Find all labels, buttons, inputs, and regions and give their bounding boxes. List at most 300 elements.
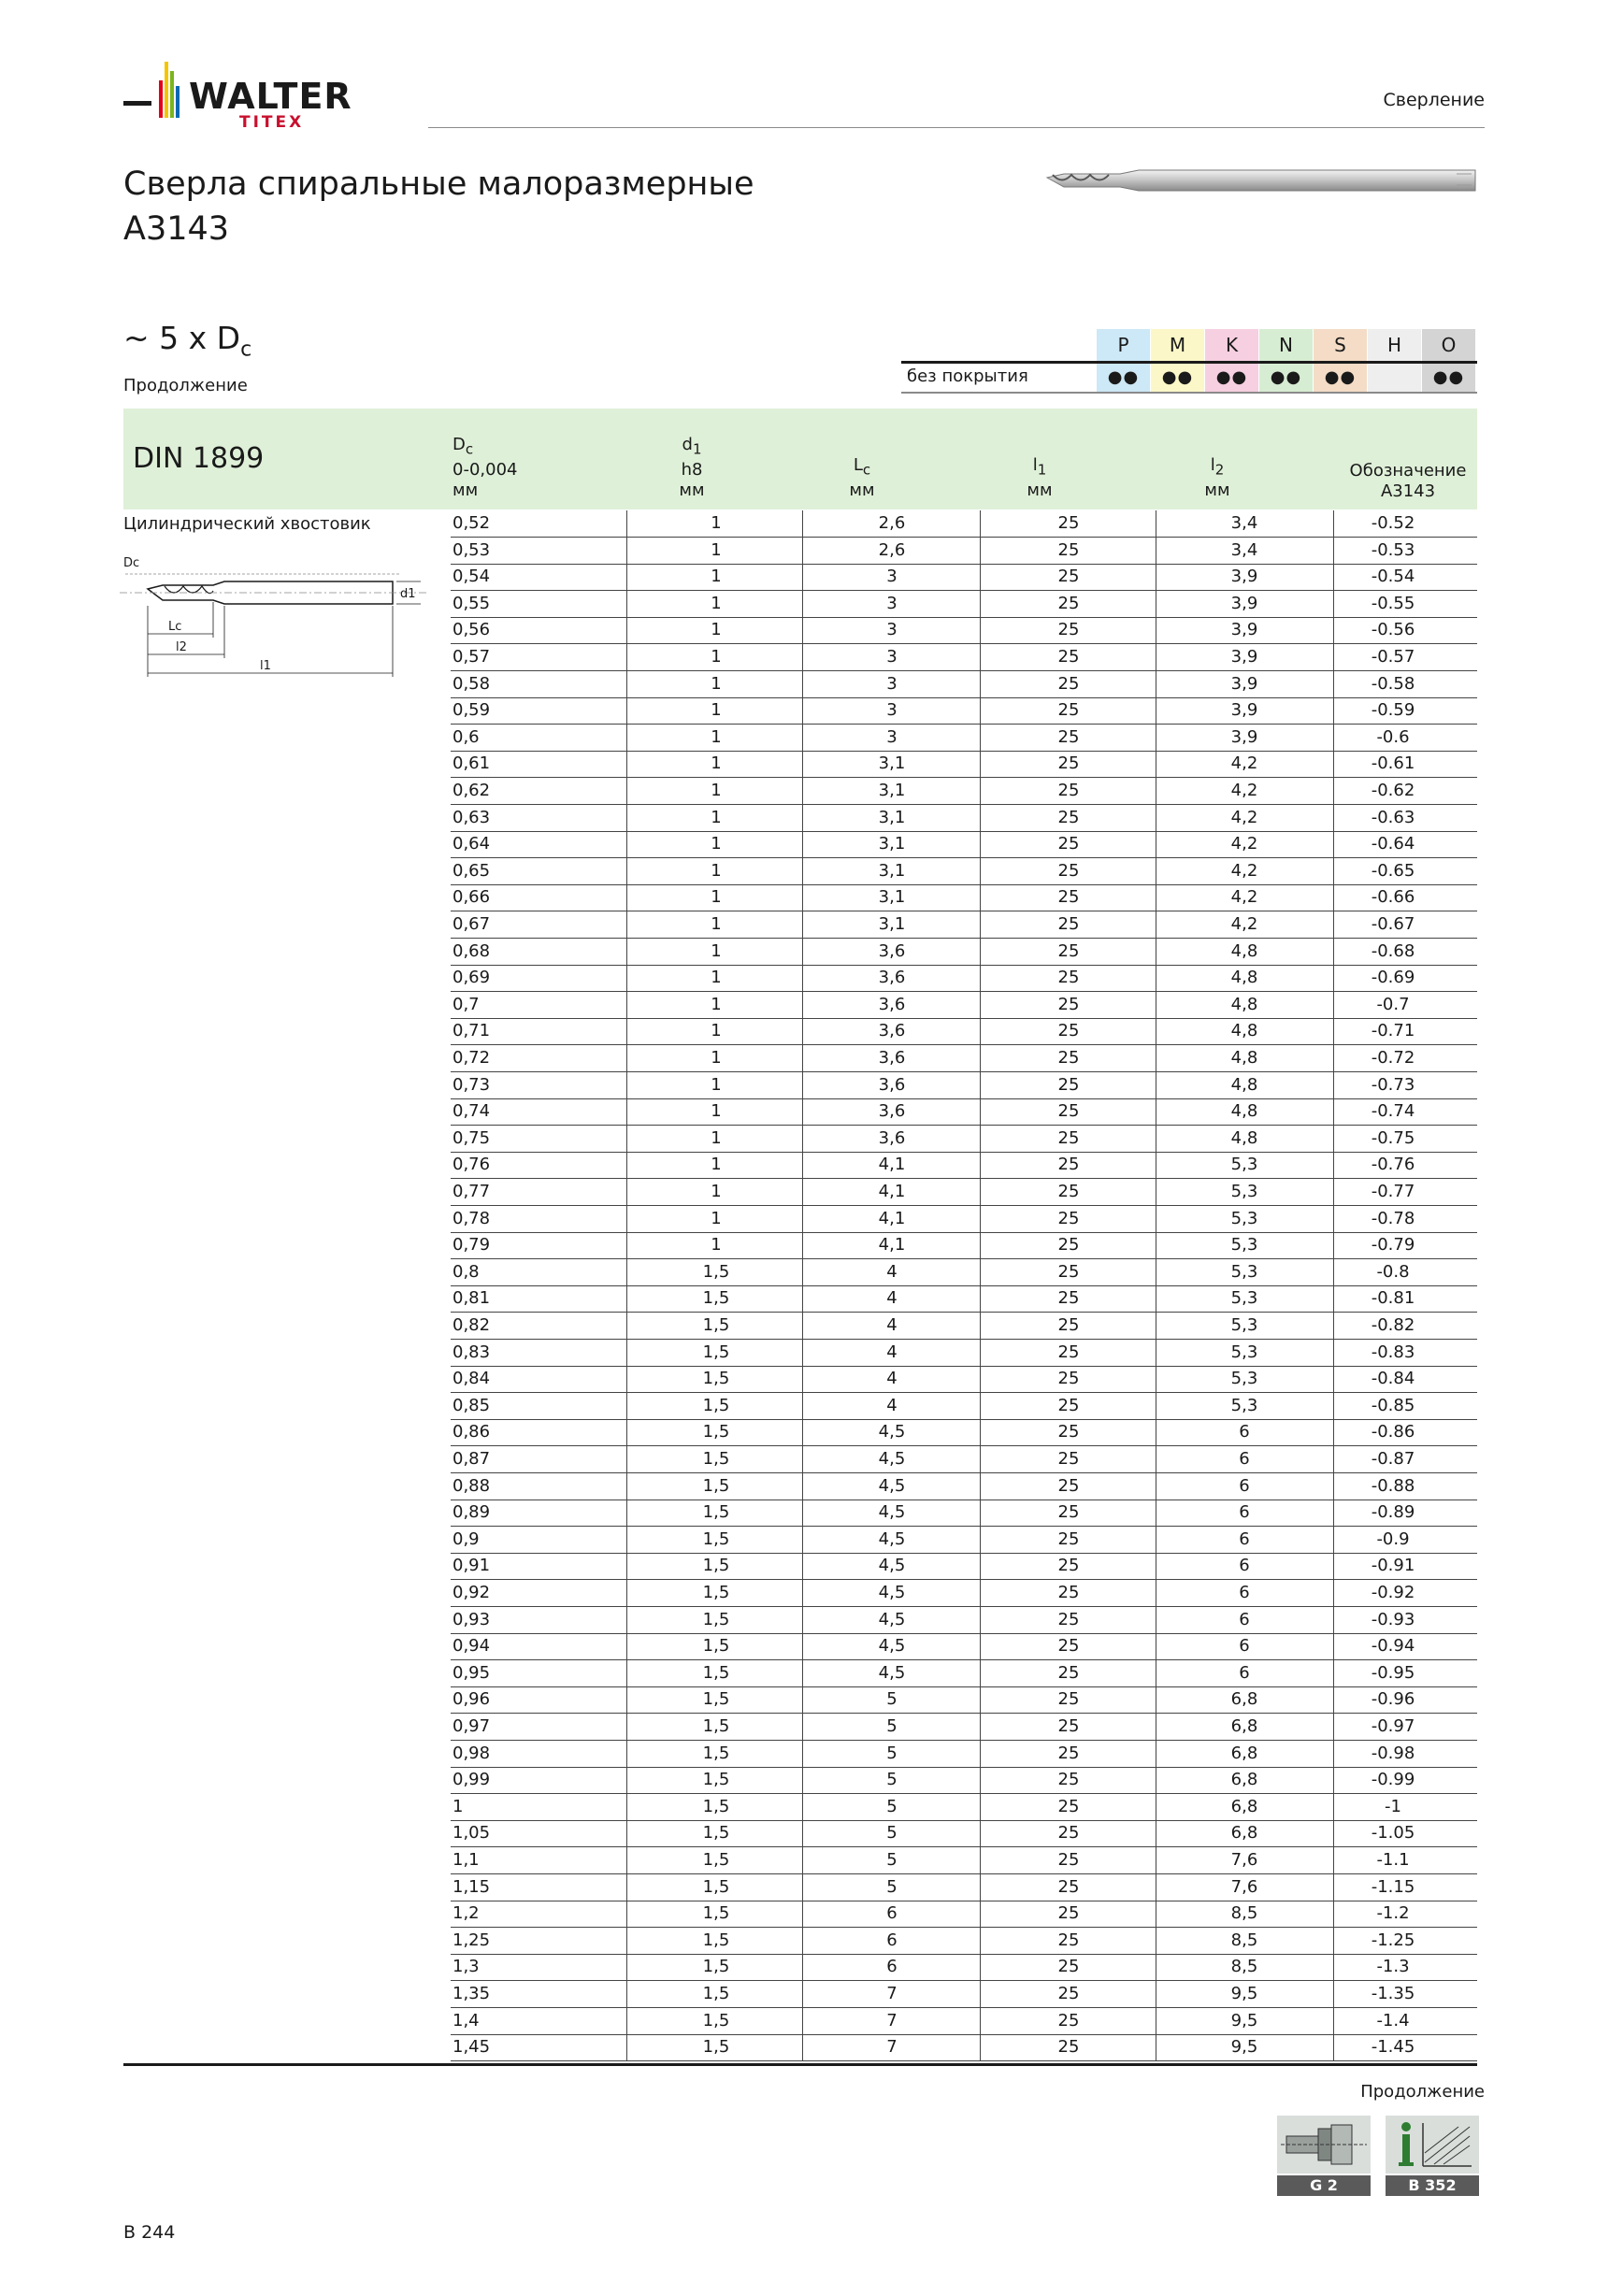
cell-lc: 5 — [886, 1796, 898, 1816]
cell-dc: 0,76 — [452, 1155, 491, 1175]
table-row — [451, 1981, 1477, 2008]
header-l1: $l_1$ мм — [1027, 455, 1053, 500]
cell-dc: 0,7 — [452, 994, 480, 1014]
cell-l1: 25 — [1057, 1288, 1080, 1309]
cell-designation: -0.55 — [1371, 593, 1415, 613]
cell-designation: -0.66 — [1371, 887, 1415, 908]
cell-lc: 5 — [886, 1823, 898, 1844]
table-row — [451, 1580, 1477, 1607]
material-group-s: S — [1314, 329, 1367, 361]
table-row — [451, 591, 1477, 618]
cell-l2: 3,9 — [1230, 647, 1258, 667]
material-group-k: K — [1205, 329, 1258, 361]
cell-designation: -0.73 — [1371, 1074, 1415, 1095]
cell-lc: 3,6 — [878, 1048, 906, 1068]
cell-l2: 4,8 — [1230, 1021, 1258, 1041]
cell-l1: 25 — [1057, 1930, 1080, 1950]
cell-designation: -1 — [1385, 1796, 1401, 1816]
cell-l2: 5,3 — [1230, 1155, 1258, 1175]
cell-designation: -0.93 — [1371, 1609, 1415, 1629]
cell-designation: -1.4 — [1376, 2010, 1410, 2031]
cell-dc: 1,45 — [452, 2037, 491, 2058]
cell-dc: 1,4 — [452, 2010, 480, 2031]
cell-lc: 5 — [886, 1689, 898, 1710]
table-row — [451, 1259, 1477, 1286]
cell-l1: 25 — [1057, 1422, 1080, 1442]
cell-dc: 0,87 — [452, 1449, 491, 1469]
cell-designation: -0.86 — [1371, 1422, 1415, 1442]
cell-d1: 1,5 — [702, 1850, 730, 1870]
cell-l2: 4,2 — [1230, 807, 1258, 827]
cell-lc: 3,6 — [878, 968, 906, 988]
cell-d1: 1 — [711, 647, 722, 667]
table-row — [451, 1206, 1477, 1233]
cell-designation: -0.91 — [1371, 1556, 1415, 1576]
material-suitability-n: ●● — [1259, 364, 1313, 392]
cell-designation: -0.57 — [1371, 647, 1415, 667]
cell-lc: 7 — [886, 2037, 898, 2058]
cell-l2: 6 — [1239, 1636, 1250, 1657]
cell-l2: 4,8 — [1230, 1101, 1258, 1122]
continuation-label-bottom: Продолжение — [1360, 2082, 1485, 2102]
tool-holder-icon — [1277, 2116, 1371, 2174]
cell-l1: 25 — [1057, 1127, 1080, 1148]
diagram-label-lc: Lc — [168, 620, 182, 634]
cell-dc: 0,72 — [452, 1048, 491, 1068]
cell-l1: 25 — [1057, 1609, 1080, 1629]
header-l2: $l_2$ мм — [1204, 455, 1230, 500]
cell-l2: 3,9 — [1230, 567, 1258, 587]
table-row — [451, 1954, 1477, 1981]
cell-designation: -0.6 — [1376, 726, 1410, 747]
cell-designation: -0.8 — [1376, 1261, 1410, 1282]
norm-label: DIN 1899 — [133, 442, 265, 475]
material-suitability-o: ●● — [1422, 364, 1475, 392]
cell-lc: 7 — [886, 1984, 898, 2003]
cell-lc: 4,1 — [878, 1208, 906, 1228]
table-row — [451, 1714, 1477, 1741]
cell-lc: 4,1 — [878, 1235, 906, 1256]
cell-l2: 3,9 — [1230, 673, 1258, 694]
header-divider — [428, 127, 1485, 128]
cell-designation: -1.45 — [1371, 2037, 1415, 2058]
cell-designation: -1.25 — [1371, 1930, 1415, 1950]
cell-lc: 4,5 — [878, 1502, 906, 1523]
cell-d1: 1 — [711, 914, 722, 934]
cell-lc: 3 — [886, 700, 898, 721]
cell-lc: 2,6 — [878, 513, 906, 533]
cell-l1: 25 — [1057, 1208, 1080, 1228]
cell-d1: 1 — [711, 1208, 722, 1228]
cell-d1: 1 — [711, 1021, 722, 1041]
cell-lc: 4 — [886, 1315, 898, 1335]
cell-lc: 3,1 — [878, 887, 906, 908]
cell-dc: 0,8 — [452, 1261, 480, 1282]
cell-dc: 0,53 — [452, 539, 491, 560]
cell-l1: 25 — [1057, 700, 1080, 721]
cell-dc: 0,61 — [452, 753, 491, 774]
cell-dc: 0,69 — [452, 968, 491, 988]
cell-l2: 6 — [1239, 1422, 1250, 1442]
cell-l1: 25 — [1057, 1528, 1080, 1549]
cell-d1: 1,5 — [702, 1662, 730, 1683]
cell-dc: 1,25 — [452, 1930, 491, 1950]
cell-d1: 1,5 — [702, 2037, 730, 2058]
cell-dc: 0,65 — [452, 860, 491, 881]
cell-l1: 25 — [1057, 860, 1080, 881]
cell-d1: 1,5 — [702, 1449, 730, 1469]
table-row — [451, 992, 1477, 1019]
cell-l1: 25 — [1057, 1182, 1080, 1201]
cell-dc: 1,2 — [452, 1903, 480, 1924]
cell-d1: 1 — [711, 968, 722, 988]
cell-l2: 4,8 — [1230, 968, 1258, 988]
table-row — [451, 1473, 1477, 1500]
cell-designation: -0.82 — [1371, 1315, 1415, 1335]
table-row — [451, 1741, 1477, 1768]
cell-d1: 1,5 — [702, 1342, 730, 1362]
cell-designation: -0.63 — [1371, 807, 1415, 827]
cell-d1: 1 — [711, 753, 722, 774]
cell-l2: 3,9 — [1230, 593, 1258, 613]
table-row — [451, 1660, 1477, 1687]
cell-l1: 25 — [1057, 1636, 1080, 1657]
table-row — [451, 751, 1477, 778]
table-header — [123, 409, 1477, 509]
cell-designation: -0.85 — [1371, 1395, 1415, 1415]
cell-lc: 3,6 — [878, 1021, 906, 1041]
cell-l2: 6 — [1239, 1528, 1250, 1549]
cell-dc: 0,78 — [452, 1208, 491, 1228]
cell-l1: 25 — [1057, 1716, 1080, 1736]
cell-l2: 6,8 — [1230, 1823, 1258, 1844]
cell-d1: 1 — [711, 940, 722, 961]
cell-dc: 0,84 — [452, 1369, 491, 1389]
cell-l2: 6,8 — [1230, 1770, 1258, 1790]
cell-dc: 0,98 — [452, 1743, 491, 1763]
cell-l2: 5,3 — [1230, 1208, 1258, 1228]
cell-l2: 7,6 — [1230, 1876, 1258, 1897]
cell-dc: 0,66 — [452, 887, 491, 908]
cell-designation: -0.71 — [1371, 1021, 1415, 1041]
table-row — [451, 617, 1477, 644]
cell-lc: 4,5 — [878, 1449, 906, 1469]
cell-l2: 4,8 — [1230, 1074, 1258, 1095]
cell-lc: 6 — [886, 1957, 898, 1977]
diagram-label-l1: l1 — [260, 659, 271, 673]
cell-lc: 6 — [886, 1903, 898, 1924]
header-designation: Обозначение A3143 — [1349, 461, 1467, 501]
table-row — [451, 1340, 1477, 1367]
cell-designation: -0.78 — [1371, 1208, 1415, 1228]
cell-lc: 3 — [886, 726, 898, 747]
cell-l2: 6,8 — [1230, 1716, 1258, 1736]
cell-l2: 8,5 — [1230, 1957, 1258, 1977]
cell-dc: 0,64 — [452, 834, 491, 854]
cell-dc: 1,1 — [452, 1850, 480, 1870]
cell-l2: 4,2 — [1230, 834, 1258, 854]
diagram-label-d1: d1 — [400, 587, 416, 601]
cell-lc: 5 — [886, 1850, 898, 1870]
table-row — [451, 1928, 1477, 1955]
reference-g2[interactable] — [1277, 2116, 1371, 2196]
table-row — [451, 1045, 1477, 1072]
cell-d1: 1 — [711, 994, 722, 1014]
cell-designation: -0.79 — [1371, 1235, 1415, 1256]
cell-d1: 1,5 — [702, 1261, 730, 1282]
cell-dc: 0,88 — [452, 1475, 491, 1496]
material-suitability-m: ●● — [1151, 364, 1204, 392]
cell-l1: 25 — [1057, 1957, 1080, 1977]
cell-d1: 1,5 — [702, 1475, 730, 1496]
cell-dc: 0,74 — [452, 1101, 491, 1122]
cell-designation: -0.99 — [1371, 1770, 1415, 1790]
cell-d1: 1 — [711, 620, 722, 640]
cell-l1: 25 — [1057, 834, 1080, 854]
cell-l2: 4,8 — [1230, 940, 1258, 961]
cell-l2: 5,3 — [1230, 1342, 1258, 1362]
cell-l1: 25 — [1057, 1449, 1080, 1469]
cell-lc: 4,5 — [878, 1475, 906, 1496]
cell-lc: 4 — [886, 1395, 898, 1415]
info-chart-icon — [1386, 2116, 1479, 2174]
table-row — [451, 1553, 1477, 1580]
cell-lc: 4,5 — [878, 1556, 906, 1576]
cell-lc: 3,1 — [878, 807, 906, 827]
cell-l1: 25 — [1057, 1475, 1080, 1496]
cell-l2: 5,3 — [1230, 1261, 1258, 1282]
logo-sub-brand: TITEX — [239, 113, 305, 132]
table-row — [451, 884, 1477, 911]
cell-d1: 1,5 — [702, 1556, 730, 1576]
cell-designation: -0.92 — [1371, 1583, 1415, 1602]
cell-dc: 0,68 — [452, 940, 491, 961]
cell-lc: 4,5 — [878, 1662, 906, 1683]
material-group-m: M — [1151, 329, 1204, 361]
cell-dc: 0,52 — [452, 513, 491, 533]
cell-designation: -0.98 — [1371, 1743, 1415, 1763]
table-row — [451, 1152, 1477, 1179]
cell-d1: 1 — [711, 1074, 722, 1095]
cell-d1: 1 — [711, 1182, 722, 1201]
cell-lc: 3,6 — [878, 1101, 906, 1122]
table-row — [451, 1072, 1477, 1099]
cell-lc: 3 — [886, 593, 898, 613]
cell-l1: 25 — [1057, 1315, 1080, 1335]
cell-l2: 4,8 — [1230, 1127, 1258, 1148]
table-row — [451, 939, 1477, 966]
cell-d1: 1 — [711, 539, 722, 560]
cell-l1: 25 — [1057, 1850, 1080, 1870]
cell-dc: 0,93 — [452, 1609, 491, 1629]
material-suitability-k: ●● — [1205, 364, 1258, 392]
cell-l2: 6,8 — [1230, 1743, 1258, 1763]
cell-dc: 1 — [452, 1796, 464, 1816]
diagram-label-dc: Dc — [123, 556, 140, 570]
cell-l1: 25 — [1057, 1903, 1080, 1924]
cell-designation: -0.67 — [1371, 914, 1415, 934]
cell-l1: 25 — [1057, 968, 1080, 988]
cell-dc: 0,82 — [452, 1315, 491, 1335]
cell-dc: 0,54 — [452, 567, 491, 587]
column-divider — [1333, 510, 1334, 2061]
cell-lc: 3 — [886, 673, 898, 694]
cell-l1: 25 — [1057, 1823, 1080, 1844]
cell-l2: 6,8 — [1230, 1689, 1258, 1710]
cell-l2: 3,4 — [1230, 539, 1258, 560]
cell-designation: -0.62 — [1371, 781, 1415, 800]
cell-designation: -0.88 — [1371, 1475, 1415, 1496]
cell-l1: 25 — [1057, 1583, 1080, 1602]
cell-d1: 1,5 — [702, 1930, 730, 1950]
cell-l2: 6 — [1239, 1662, 1250, 1683]
cell-lc: 3,6 — [878, 1127, 906, 1148]
cell-l2: 4,2 — [1230, 887, 1258, 908]
cell-l2: 4,8 — [1230, 1048, 1258, 1068]
cell-l2: 6 — [1239, 1475, 1250, 1496]
table-row — [451, 1179, 1477, 1206]
logo-bars-icon — [159, 62, 181, 118]
table-row — [451, 831, 1477, 858]
logo-brand: WALTER — [189, 76, 352, 117]
cell-l2: 6,8 — [1230, 1796, 1258, 1816]
table-row — [451, 1366, 1477, 1393]
cell-lc: 3,1 — [878, 781, 906, 800]
cell-d1: 1 — [711, 726, 722, 747]
cell-d1: 1 — [711, 860, 722, 881]
page-title: Сверла спиральные малоразмерные — [123, 165, 754, 203]
cell-l1: 25 — [1057, 753, 1080, 774]
cell-dc: 0,86 — [452, 1422, 491, 1442]
table-row — [451, 1313, 1477, 1340]
cell-lc: 6 — [886, 1930, 898, 1950]
cell-l1: 25 — [1057, 994, 1080, 1014]
cell-lc: 3,6 — [878, 994, 906, 1014]
cell-dc: 0,97 — [452, 1716, 491, 1736]
cell-l2: 5,3 — [1230, 1235, 1258, 1256]
cell-dc: 0,9 — [452, 1528, 480, 1549]
cell-designation: -0.9 — [1376, 1528, 1410, 1549]
cell-d1: 1,5 — [702, 1689, 730, 1710]
reference-b352[interactable] — [1386, 2116, 1479, 2196]
cell-designation: -0.52 — [1371, 513, 1415, 533]
table-row — [451, 1500, 1477, 1527]
cell-l1: 25 — [1057, 539, 1080, 560]
cell-d1: 1,5 — [702, 1369, 730, 1389]
cell-lc: 3 — [886, 647, 898, 667]
cell-d1: 1 — [711, 1127, 722, 1148]
cell-dc: 0,55 — [452, 593, 491, 613]
cell-d1: 1 — [711, 593, 722, 613]
table-row — [451, 1686, 1477, 1714]
cell-designation: -0.76 — [1371, 1155, 1415, 1175]
cell-lc: 4,5 — [878, 1528, 906, 1549]
cell-l2: 4,8 — [1230, 994, 1258, 1014]
cell-designation: -1.05 — [1371, 1823, 1415, 1844]
header-lc: $L_c$ мм — [849, 455, 875, 500]
cell-d1: 1,5 — [702, 1796, 730, 1816]
cell-designation: -0.54 — [1371, 567, 1415, 587]
cell-d1: 1 — [711, 834, 722, 854]
cell-d1: 1,5 — [702, 1957, 730, 1977]
cell-l2: 8,5 — [1230, 1930, 1258, 1950]
table-row — [451, 725, 1477, 752]
cell-dc: 1,35 — [452, 1984, 491, 2003]
cell-l1: 25 — [1057, 1743, 1080, 1763]
column-divider — [980, 510, 981, 2061]
cell-l1: 25 — [1057, 1502, 1080, 1523]
cell-l2: 6 — [1239, 1609, 1250, 1629]
cell-dc: 0,94 — [452, 1636, 491, 1657]
cell-lc: 2,6 — [878, 539, 906, 560]
table-row — [451, 778, 1477, 805]
column-divider — [626, 510, 627, 2061]
cell-dc: 0,6 — [452, 726, 480, 747]
table-row — [451, 1419, 1477, 1446]
table-row — [451, 805, 1477, 832]
diagram-label-l2: l2 — [176, 640, 187, 654]
cell-designation: -1.15 — [1371, 1876, 1415, 1897]
cell-dc: 0,79 — [452, 1235, 491, 1256]
material-group-o: O — [1422, 329, 1475, 361]
table-row — [451, 510, 1477, 538]
cell-l2: 9,5 — [1230, 1984, 1258, 2003]
cell-dc: 0,56 — [452, 620, 491, 640]
table-row — [451, 1607, 1477, 1634]
cell-designation: -0.84 — [1371, 1369, 1415, 1389]
cell-l2: 3,4 — [1230, 513, 1258, 533]
cell-d1: 1,5 — [702, 2010, 730, 2031]
cell-d1: 1 — [711, 513, 722, 533]
cell-designation: -0.74 — [1371, 1101, 1415, 1122]
cell-dc: 0,62 — [452, 781, 491, 800]
cell-d1: 1 — [711, 1101, 722, 1122]
cell-lc: 4 — [886, 1369, 898, 1389]
drill-dimension-diagram — [120, 553, 428, 694]
cell-l2: 8,5 — [1230, 1903, 1258, 1924]
material-group-n: N — [1259, 329, 1313, 361]
walter-titex-logo — [123, 58, 404, 133]
cell-designation: -0.58 — [1371, 673, 1415, 694]
cell-dc: 0,96 — [452, 1689, 491, 1710]
cell-l1: 25 — [1057, 1235, 1080, 1256]
cell-designation: -0.96 — [1371, 1689, 1415, 1710]
cell-designation: -0.64 — [1371, 834, 1415, 854]
cell-designation: -0.69 — [1371, 968, 1415, 988]
cell-lc: 4,1 — [878, 1155, 906, 1175]
cell-l1: 25 — [1057, 2037, 1080, 2058]
cell-lc: 7 — [886, 2010, 898, 2031]
cell-lc: 3,1 — [878, 914, 906, 934]
cell-designation: -0.59 — [1371, 700, 1415, 721]
table-row — [451, 2034, 1477, 2061]
cell-l1: 25 — [1057, 513, 1080, 533]
cell-lc: 3,1 — [878, 860, 906, 881]
cell-l2: 9,5 — [1230, 2037, 1258, 2058]
cell-dc: 0,77 — [452, 1182, 491, 1201]
cell-designation: -0.94 — [1371, 1636, 1415, 1657]
cell-l2: 7,6 — [1230, 1850, 1258, 1870]
table-row — [451, 858, 1477, 885]
cell-l2: 6 — [1239, 1556, 1250, 1576]
cell-l1: 25 — [1057, 726, 1080, 747]
cell-l1: 25 — [1057, 1689, 1080, 1710]
cell-l2: 4,2 — [1230, 860, 1258, 881]
cell-l2: 6 — [1239, 1502, 1250, 1523]
cell-l1: 25 — [1057, 1796, 1080, 1816]
cell-d1: 1,5 — [702, 1716, 730, 1736]
cell-l1: 25 — [1057, 1074, 1080, 1095]
